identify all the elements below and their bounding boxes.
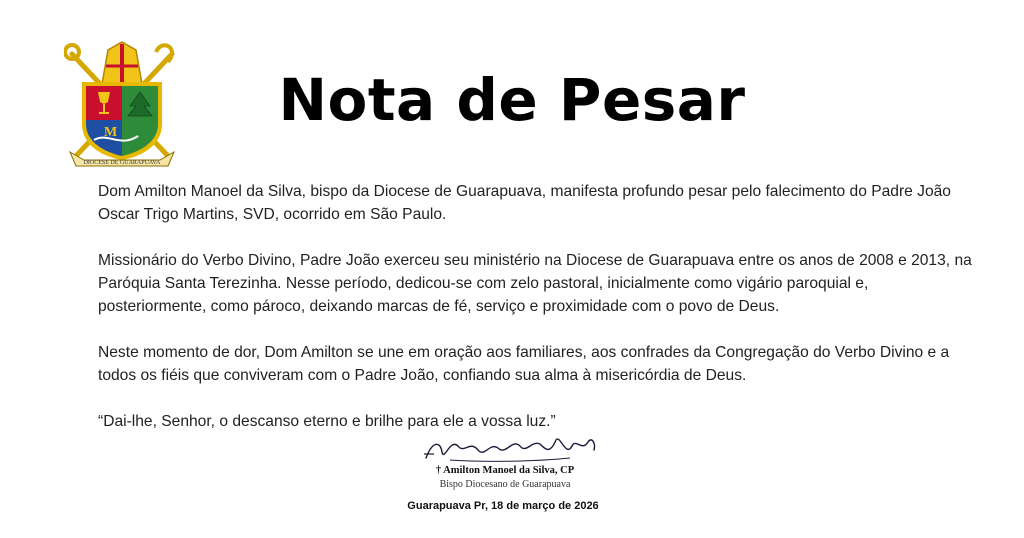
paragraph-prayer: Neste momento de dor, Dom Amilton se une em oração aos familiares, aos confrades da Congregação do Verbo Divino e a todos os fiéis que conviveram com o Padre João, confiando sua alma à misericórdia de Deus. (98, 344, 950, 384)
svg-text:M: M (104, 125, 118, 140)
paragraph-ministry: Missionário do Verbo Divino, Padre João exerceu seu ministério na Diocese de Guarapuava entre os anos de 2008 e 2013, na Paróquia Santa Terezinha. Nesse período, dedicou-se com zelo pastoral, inicialmente como vigário paroquial e, posteriormente, como pároco, deixando marcas de fé, serviço e proximidade com o povo de Deus. (98, 252, 972, 315)
signature-name: † Amilton Manoel da Silva, CP (435, 465, 575, 476)
crest-motto: DIOCESE DE GUARAPUAVA (83, 160, 161, 166)
date-location: Guarapuava Pr, 18 de março de 2026 (407, 500, 599, 512)
closing-quote: “Dai-lhe, Senhor, o descanso eterno e brilhe para ele a vossa luz.” (98, 413, 556, 430)
paragraph-announcement: Dom Amilton Manoel da Silva, bispo da Diocese de Guarapuava, manifesta profundo pesar pelo falecimento do Padre João Oscar Trigo Martins, SVD, ocorrido em São Paulo. (98, 183, 951, 223)
signature-role: Bispo Diocesano de Guarapuava (439, 479, 571, 490)
handwritten-signature-icon (420, 432, 600, 466)
signature-block (400, 432, 610, 490)
page-title: Nota de Pesar (278, 66, 746, 134)
note-body (98, 180, 978, 433)
